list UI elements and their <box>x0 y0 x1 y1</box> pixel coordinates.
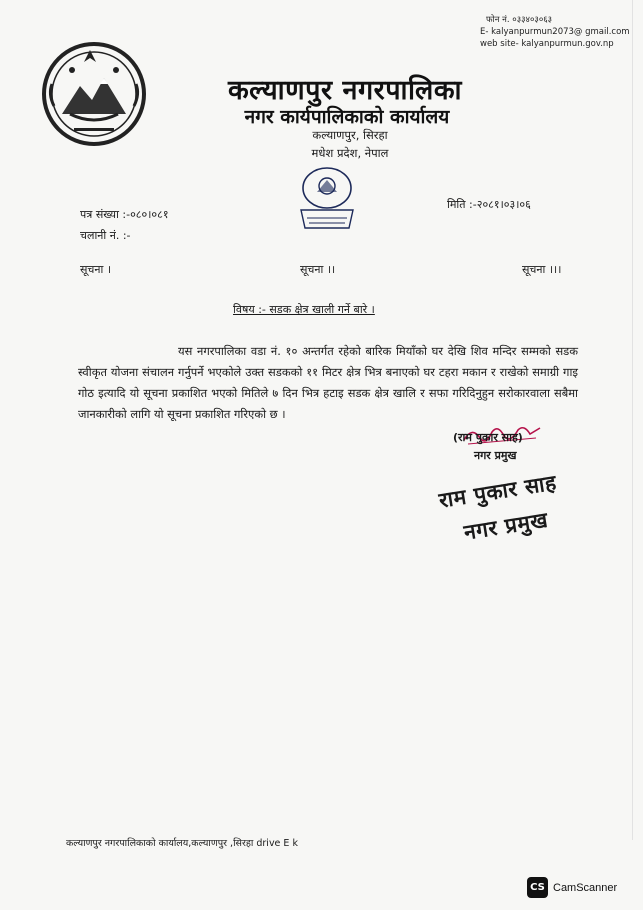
page-edge-line <box>632 0 633 840</box>
signatory-title: नगर प्रमुख <box>474 449 517 462</box>
reference-number: पत्र संख्या :-०८०।०८१ <box>80 208 169 221</box>
signatory-name: (राम पुकार साह) <box>453 431 523 444</box>
address-line-2: मधेश प्रदेश, नेपाल <box>311 146 389 160</box>
email-address: E- kalyanpurmun2073@ gmail.com <box>480 27 630 37</box>
title-stamp: नगर प्रमुख <box>462 507 550 545</box>
contact-block <box>480 14 640 50</box>
office-seal-icon <box>287 162 367 234</box>
notice-body: यस नगरपालिका वडा नं. १० अन्तर्गत रहेको बारिक मियाँको घर देखि शिव मन्दिर सम्मको सडक स्वीकृत योजना संचालन गर्नुपर्ने भएकोले उक्त सडकको ११ मिटर क्षेत्र भित्र बनाएको घर टहरा मकान र राखेको समाग्री गाइ गोठ इत्यादि यो सूचना प्रकाशित भएको मितिले ७ दिन भित्र हटाइ सडक क्षेत्र खालि र सफा गरिदिनुहुन सरोकारवाला सबैमा जानकारीको लागि यो सूचना प्रकाशित गरिएको छ । <box>78 344 578 421</box>
notice-label-1: सूचना । <box>80 263 112 276</box>
camscanner-watermark <box>527 877 617 898</box>
name-stamp: राम पुकार साह <box>437 470 559 513</box>
subject-line: विषय :- सडक क्षेत्र खाली गर्ने बारे । <box>233 303 375 316</box>
footer-text: कल्याणपुर नगरपालिकाको कार्यालय,कल्याणपुर ,सिरहा drive E k <box>66 838 298 849</box>
dispatch-number: चलानी नं. :- <box>80 229 131 242</box>
letter-date: मिति :-२०८१।०३।०६ <box>447 198 531 211</box>
camscanner-logo-icon: CS <box>527 877 548 898</box>
notice-label-3: सूचना ।।। <box>522 263 562 276</box>
notice-label-2: सूचना ।। <box>300 263 336 276</box>
office-subtitle: नगर कार्यपालिकाको कार्यालय <box>244 106 450 128</box>
camscanner-label: CamScanner <box>553 881 618 894</box>
address-line-1: कल्याणपुर, सिरहा <box>312 128 388 142</box>
nepal-emblem-icon <box>40 40 148 148</box>
website: web site- kalyanpurmun.gov.np <box>480 39 614 49</box>
municipality-title: कल्याणपुर नगरपालिका <box>227 75 463 106</box>
phone-number: फोन नं. ०३३४०३०६३ <box>486 15 553 25</box>
